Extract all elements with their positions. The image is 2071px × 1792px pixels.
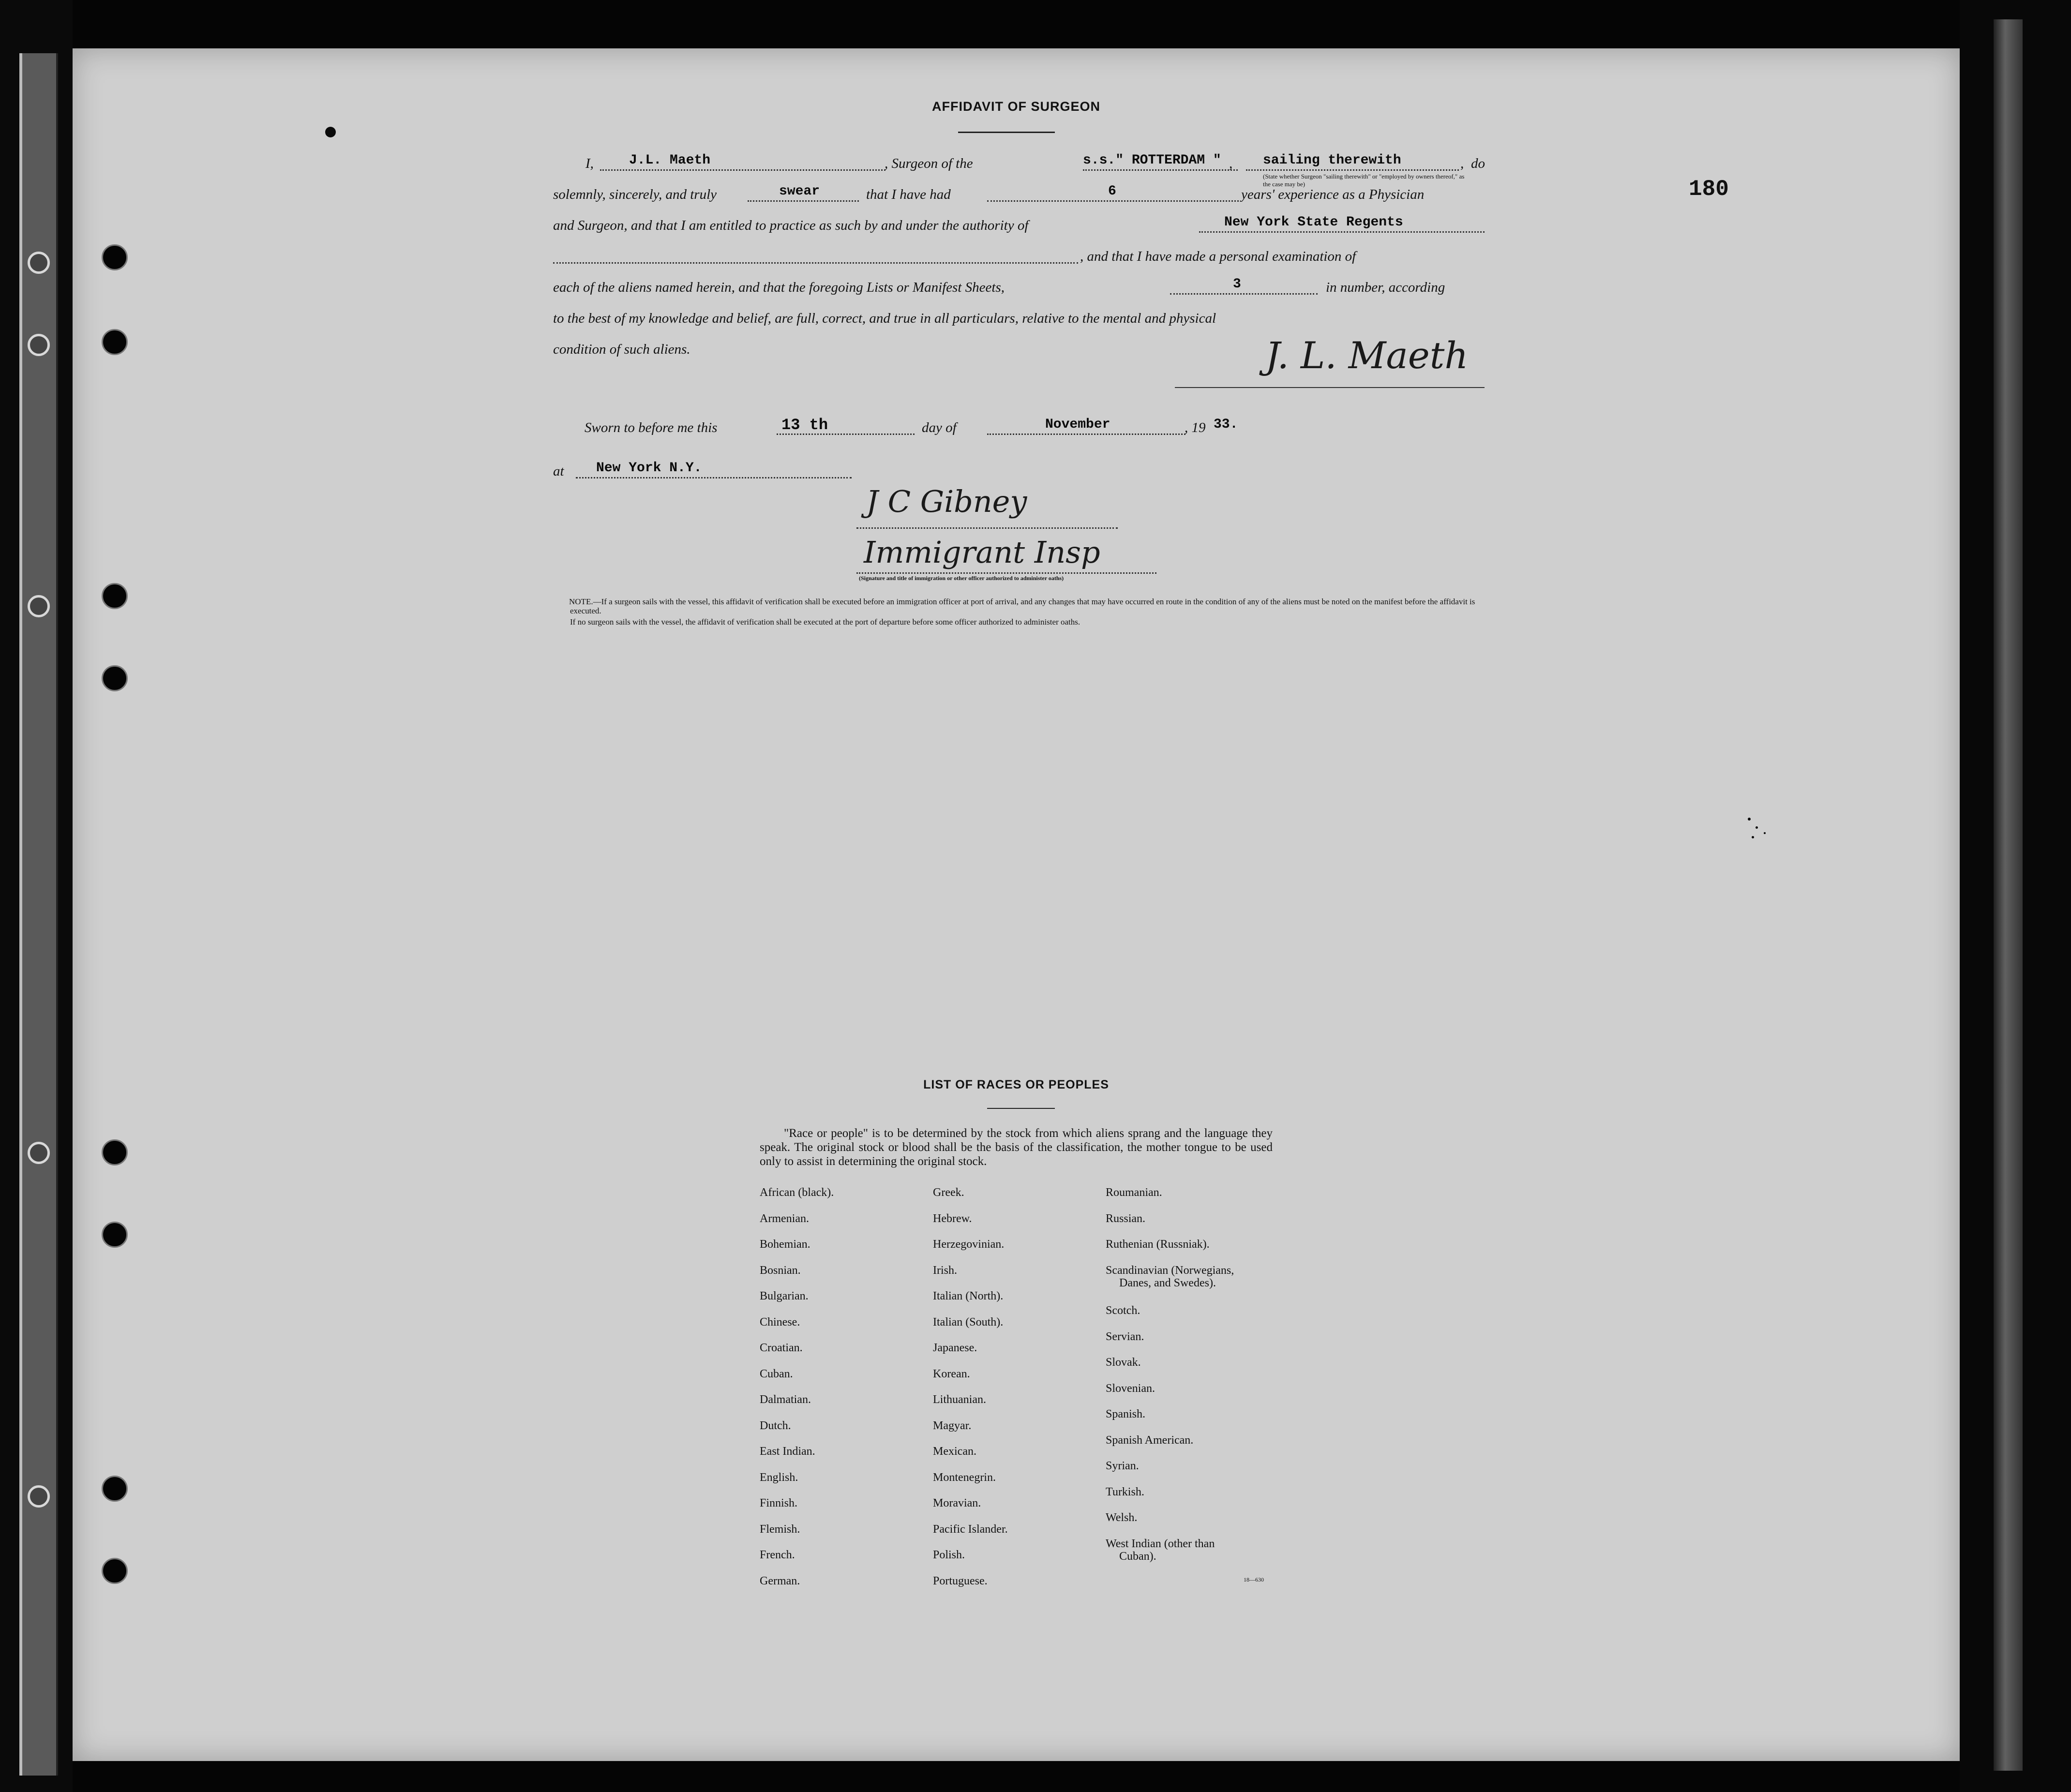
document-page xyxy=(73,48,1960,1761)
race-item: Polish. xyxy=(933,1549,965,1561)
ink-spot xyxy=(325,127,336,137)
race-item: Lithuanian. xyxy=(933,1393,986,1406)
oath-type: swear xyxy=(779,184,820,199)
comma: , xyxy=(1460,156,1464,171)
authority-dots xyxy=(1199,231,1485,233)
race-item: Bulgarian. xyxy=(760,1290,809,1302)
oath-dots xyxy=(748,200,859,202)
races-intro: "Race or people" is to be determined by the stock from which aliens sprang and the language they speak. The original stock or blood shall be the basis of the classification, the mother tongue to be used only to assist in determining the original stock. xyxy=(760,1127,1273,1168)
text-entitled: and Surgeon, and that I am entitled to practice as such by and under the authority of xyxy=(553,218,1029,233)
text-years-experience: years' experience as a Physician xyxy=(1241,187,1425,202)
note-surgeon-sails: NOTE.—If a surgeon sails with the vessel, this affidavit of verification shall be executed before an immigration officer at port of arrival, and any changes that may have occurred en route in the condition of any of the aliens must be noted on the manifest before the affidavit is executed. xyxy=(569,597,1475,615)
licensing-authority: New York State Regents xyxy=(1224,215,1403,230)
ship-name: s.s." ROTTERDAM " xyxy=(1083,153,1221,168)
race-item: Spanish. xyxy=(1106,1408,1146,1420)
sheet-count: 3 xyxy=(1233,277,1241,292)
race-item: Syrian. xyxy=(1106,1460,1139,1472)
race-item: Hebrew. xyxy=(933,1212,972,1225)
race-item: Slovenian. xyxy=(1106,1382,1155,1395)
comma: , xyxy=(1229,156,1233,171)
title-underline xyxy=(958,132,1055,133)
race-item: Montenegrin. xyxy=(933,1471,996,1484)
race-item: Dutch. xyxy=(760,1419,791,1432)
text-condition: condition of such aliens. xyxy=(553,342,690,357)
form-code: 18—630 xyxy=(1244,1576,1264,1583)
officer-signature: J C Gibney xyxy=(866,484,1027,519)
binder-ring xyxy=(28,1485,50,1508)
page-edge-right xyxy=(1994,19,2023,1771)
place-dots xyxy=(576,477,852,478)
race-item: Croatian. xyxy=(760,1342,803,1354)
race-item: French. xyxy=(760,1549,795,1561)
text-foregoing: each of the aliens named herein, and that the foregoing Lists or Manifest Sheets, xyxy=(553,280,1005,295)
race-item: African (black). xyxy=(760,1186,834,1199)
surgeon-signature: J. L. Maeth xyxy=(1265,334,1469,377)
surgeon-status: sailing therewith xyxy=(1263,153,1401,168)
officer-title-line xyxy=(856,572,1156,574)
race-item: Scandinavian (Norwegians, xyxy=(1106,1264,1234,1277)
sworn-year: 33. xyxy=(1214,417,1238,432)
punch-hole xyxy=(102,1222,128,1248)
years-experience: 6 xyxy=(1108,184,1116,199)
race-item: Russian. xyxy=(1106,1212,1146,1225)
officer-sig-line xyxy=(856,527,1118,529)
punch-hole xyxy=(102,244,128,270)
years-dots xyxy=(987,200,1239,202)
text-i: I, xyxy=(585,156,594,171)
text-surgeon-of: , Surgeon of the xyxy=(885,156,973,171)
race-item: Moravian. xyxy=(933,1497,981,1509)
text-19: , 19 xyxy=(1185,420,1206,435)
race-item: Danes, and Swedes). xyxy=(1119,1276,1216,1289)
race-item: Scotch. xyxy=(1106,1304,1141,1317)
punch-hole xyxy=(102,583,128,609)
races-title-underline xyxy=(987,1108,1055,1109)
text-personal-exam: , and that I have made a personal examination of xyxy=(1080,249,1356,264)
text-at: at xyxy=(553,463,564,479)
sworn-month: November xyxy=(1045,417,1111,432)
binder-ring xyxy=(28,334,50,356)
text-day-of: day of xyxy=(922,420,957,435)
race-item: Bosnian. xyxy=(760,1264,801,1277)
text-do: do xyxy=(1471,156,1485,171)
race-item: East Indian. xyxy=(760,1445,815,1458)
race-item: Spanish American. xyxy=(1106,1434,1194,1447)
race-item: West Indian (other than xyxy=(1106,1537,1215,1550)
race-item: Italian (South). xyxy=(933,1315,1004,1329)
race-item: Servian. xyxy=(1106,1330,1144,1343)
note-no-surgeon: If no surgeon sails with the vessel, the affidavit of verification shall be executed at the port of departure before some officer authorized to administer oaths. xyxy=(570,617,1081,627)
race-item: Mexican. xyxy=(933,1445,976,1458)
race-item: Ruthenian (Russniak). xyxy=(1106,1238,1210,1251)
text-have-had: that I have had xyxy=(866,187,951,202)
text-solemnly: solemnly, sincerely, and truly xyxy=(553,187,717,202)
race-item: Bohemian. xyxy=(760,1238,810,1251)
officer-caption: (Signature and title of immigration or other officer authorized to administer oaths) xyxy=(859,575,1064,582)
race-item: Herzegovinian. xyxy=(933,1238,1005,1251)
race-item: Greek. xyxy=(933,1186,964,1199)
race-item: Turkish. xyxy=(1106,1485,1144,1498)
race-item: Cuban. xyxy=(760,1367,793,1380)
sheets-dots xyxy=(1170,293,1318,295)
race-item: English. xyxy=(760,1471,798,1484)
binder-edge xyxy=(19,53,58,1776)
races-title: LIST OF RACES OR PEOPLES xyxy=(923,1078,1109,1091)
binder-ring xyxy=(28,252,50,274)
affidavit-title: AFFIDAVIT OF SURGEON xyxy=(932,99,1100,114)
race-item: Finnish. xyxy=(760,1497,798,1509)
speck xyxy=(1756,826,1758,829)
race-item: Welsh. xyxy=(1106,1511,1138,1524)
punch-hole xyxy=(102,1558,128,1584)
race-item: Italian (North). xyxy=(933,1290,1004,1302)
race-item: Magyar. xyxy=(933,1419,972,1432)
punch-hole xyxy=(102,329,128,355)
authority-dots-2 xyxy=(553,262,1078,264)
race-item: Korean. xyxy=(933,1367,970,1380)
race-item: Dalmatian. xyxy=(760,1393,811,1406)
text-sworn: Sworn to before me this xyxy=(585,420,718,435)
speck xyxy=(1752,836,1754,838)
speck xyxy=(1764,832,1766,834)
race-item: Portuguese. xyxy=(933,1574,988,1587)
status-hint: (State whether Surgeon "sailing therewith" or "employed by owners thereof," as the case may be) xyxy=(1263,173,1465,188)
race-item: Roumanian. xyxy=(1106,1186,1162,1199)
race-item: Japanese. xyxy=(933,1342,977,1354)
binder-ring xyxy=(28,595,50,617)
race-item: Flemish. xyxy=(760,1523,800,1536)
speck xyxy=(1748,818,1751,821)
sworn-day: 13 th xyxy=(781,416,828,434)
race-item: Pacific Islander. xyxy=(933,1523,1008,1536)
race-item: Irish. xyxy=(933,1264,957,1277)
race-item: Armenian. xyxy=(760,1212,809,1225)
punch-hole xyxy=(102,1476,128,1502)
surgeon-name: J.L. Maeth xyxy=(629,153,711,168)
punch-hole xyxy=(102,1139,128,1165)
race-item: Cuban). xyxy=(1119,1550,1156,1563)
sworn-place: New York N.Y. xyxy=(596,461,702,476)
race-item: German. xyxy=(760,1574,800,1587)
ship-dots xyxy=(1083,169,1238,171)
race-item: Chinese. xyxy=(760,1315,800,1329)
month-dots xyxy=(987,433,1186,435)
race-item: Slovak. xyxy=(1106,1356,1141,1369)
text-knowledge: to the best of my knowledge and belief, are full, correct, and true in all particulars, relative to the mental and physical xyxy=(553,311,1216,326)
signature-line xyxy=(1175,387,1485,388)
binder-ring xyxy=(28,1142,50,1164)
status-dots xyxy=(1246,169,1459,171)
text-in-number: in number, according xyxy=(1326,280,1445,295)
name-dots xyxy=(600,169,885,171)
punch-hole xyxy=(102,665,128,691)
officer-title: Immigrant Insp xyxy=(864,535,1100,570)
page-number: 180 xyxy=(1689,177,1729,202)
